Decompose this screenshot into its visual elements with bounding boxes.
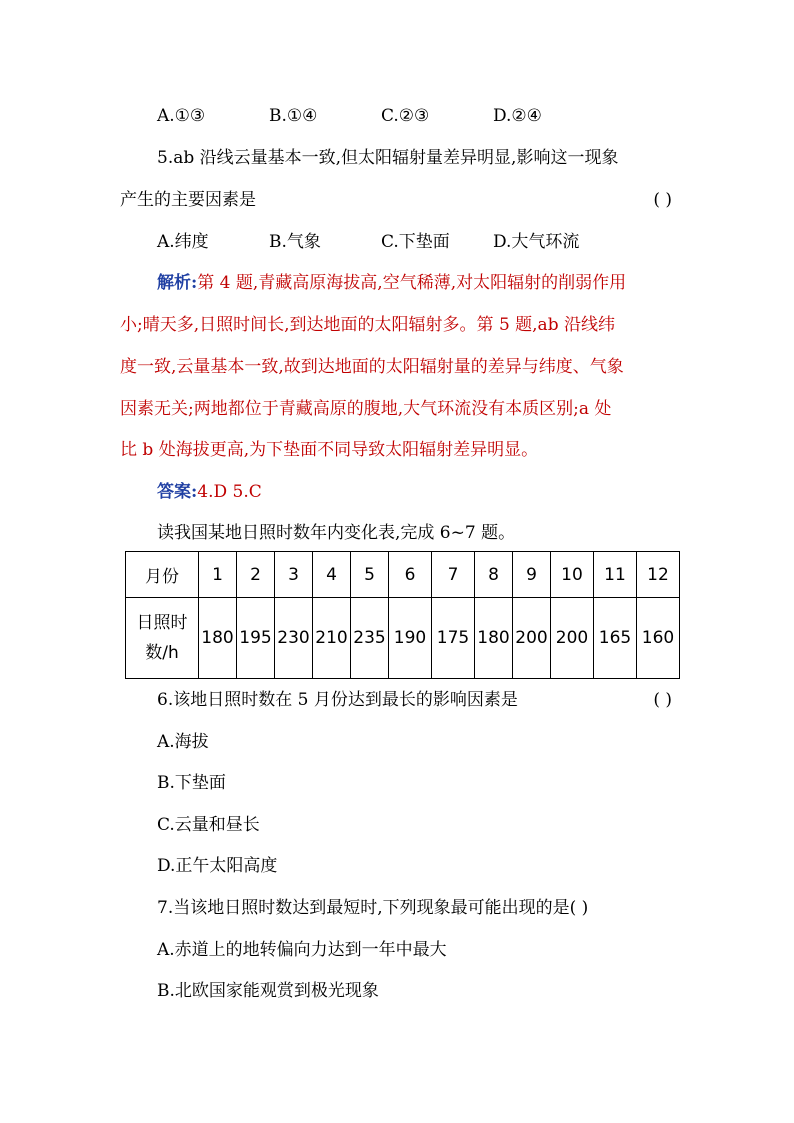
- q6-option-d: D.正午太阳高度: [157, 856, 278, 876]
- q4-options: [157, 104, 672, 128]
- hours-cell: 230: [275, 598, 313, 679]
- q7-option-a: A.赤道上的地转偏向力达到一年中最大: [157, 940, 447, 960]
- q7-option-b: B.北欧国家能观赏到极光现象: [157, 981, 379, 1001]
- option-d: D.大气环流: [493, 232, 580, 252]
- q6-stem-text: 6.该地日照时数在 5 月份达到最长的影响因素是: [157, 690, 518, 710]
- month-cell: 11: [594, 552, 637, 598]
- option-d: D.②④: [493, 106, 542, 126]
- q6-option-b: B.下垫面: [157, 773, 226, 793]
- hours-header-line1: 日照时: [136, 613, 188, 633]
- hours-cell: 160: [637, 598, 680, 679]
- q5-answer-blank: ( ): [653, 190, 672, 210]
- option-b: B.气象: [269, 232, 321, 252]
- option-c: C.②③: [381, 106, 430, 126]
- month-cell: 7: [432, 552, 475, 598]
- hours-cell: 200: [551, 598, 594, 679]
- analysis-line1: [157, 271, 672, 295]
- hours-cell: 210: [313, 598, 351, 679]
- month-cell: 6: [389, 552, 432, 598]
- answer-label: 答案:: [157, 482, 198, 502]
- month-cell: 4: [313, 552, 351, 598]
- month-cell: 9: [513, 552, 551, 598]
- q5-options: [157, 230, 672, 254]
- q6-option-a: A.海拔: [157, 732, 209, 752]
- q6-option-c: C.云量和昼长: [157, 815, 260, 835]
- q5-stem-line1: 5.ab 沿线云量基本一致,但太阳辐射量差异明显,影响这一现象: [157, 148, 619, 168]
- hours-cell: 165: [594, 598, 637, 679]
- answer-line: [157, 480, 672, 504]
- hours-cell: 195: [237, 598, 275, 679]
- analysis-line5: 比 b 处海拔更高,为下垫面不同导致太阳辐射差异明显。: [120, 440, 539, 460]
- month-cell: 8: [475, 552, 513, 598]
- hours-cell: 235: [351, 598, 389, 679]
- hours-header: [126, 598, 199, 679]
- q7-stem: 7.当该地日照时数达到最短时,下列现象最可能出现的是( ): [157, 898, 589, 918]
- option-b: B.①④: [269, 106, 318, 126]
- hours-cell: 175: [432, 598, 475, 679]
- q6-stem: [157, 688, 672, 712]
- analysis-text: 第 4 题,青藏高原海拔高,空气稀薄,对太阳辐射的削弱作用: [197, 273, 627, 293]
- sunshine-hours-table: [125, 551, 680, 679]
- hours-cell: 190: [389, 598, 432, 679]
- option-c: C.下垫面: [381, 232, 450, 252]
- analysis-line4: 因素无关;两地都位于青藏高原的腹地,大气环流没有本质区别;a 处: [120, 399, 612, 419]
- option-a: A.纬度: [157, 232, 209, 252]
- hours-header-line2: 数/h: [145, 643, 179, 663]
- month-cell: 5: [351, 552, 389, 598]
- analysis-line3: 度一致,云量基本一致,故到达地面的太阳辐射量的差异与纬度、气象: [120, 357, 624, 377]
- hours-cell: 180: [475, 598, 513, 679]
- month-cell: 2: [237, 552, 275, 598]
- analysis-label: 解析:: [157, 273, 198, 293]
- month-header: 月份: [126, 552, 199, 598]
- q5-stem-line2: [120, 188, 672, 212]
- table-intro: 读我国某地日照时数年内变化表,完成 6~7 题。: [157, 523, 516, 543]
- analysis-line2: 小;晴天多,日照时间长,到达地面的太阳辐射多。第 5 题,ab 沿线纬: [120, 315, 615, 335]
- month-cell: 1: [199, 552, 237, 598]
- q6-answer-blank: ( ): [653, 690, 672, 710]
- month-cell: 3: [275, 552, 313, 598]
- answer-value: 4.D 5.C: [197, 482, 262, 502]
- month-cell: 10: [551, 552, 594, 598]
- option-a: A.①③: [157, 106, 206, 126]
- hours-cell: 200: [513, 598, 551, 679]
- hours-row: [126, 598, 680, 679]
- hours-cell: 180: [199, 598, 237, 679]
- month-cell: 12: [637, 552, 680, 598]
- q5-stem-text: 产生的主要因素是: [120, 190, 256, 210]
- month-row: [126, 552, 680, 598]
